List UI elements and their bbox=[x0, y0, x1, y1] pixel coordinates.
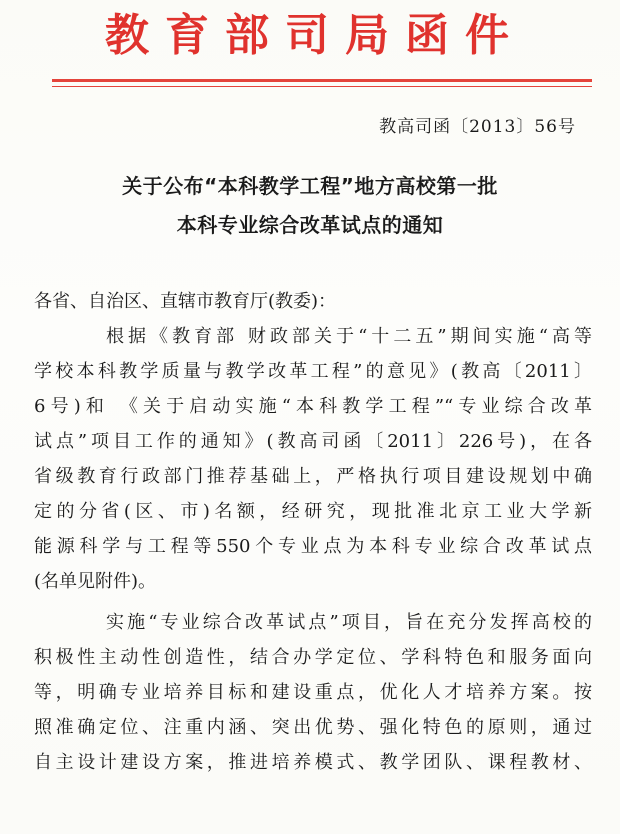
paragraph-line: 省级教育行政部门推荐基础上，严格执行项目建设规划中确 bbox=[34, 466, 592, 487]
salutation: 各省、自治区、直辖市教育厅(教委)： bbox=[34, 291, 337, 312]
paragraph-line: 能源科学与工程等550个专业点为本科专业综合改革试点 bbox=[34, 536, 592, 557]
letterhead-title: 教育部司局函件 bbox=[105, 10, 525, 61]
paragraph-line: 学校本科教学质量与教学改革工程”的意见》(教高〔2011〕 bbox=[34, 361, 592, 382]
paragraph-line: 6号)和 《关于启动实施“本科教学工程”“专业综合改革 bbox=[34, 396, 592, 417]
paragraph-line: 自主设计建设方案，推进培养模式、教学团队、课程教材、 bbox=[34, 752, 592, 773]
paragraph-line: 试点”项目工作的通知》(教高司函〔2011〕226号)，在各 bbox=[34, 431, 592, 452]
letterhead-rule-thin bbox=[52, 86, 592, 87]
paragraph-line: 根据《教育部 财政部关于“十二五”期间实施“高等 bbox=[106, 326, 592, 347]
paragraph-line: 积极性主动性创造性，结合办学定位、学科特色和服务面向 bbox=[34, 647, 592, 668]
paragraph-line: 等，明确专业培养目标和建设重点，优化人才培养方案。按 bbox=[34, 682, 592, 703]
paragraph-line: 实施“专业综合改革试点”项目，旨在充分发挥高校的 bbox=[106, 612, 592, 633]
document-title-line-1: 关于公布“本科教学工程”地方高校第一批 bbox=[122, 174, 498, 198]
document-number: 教高司函〔2013〕56号 bbox=[379, 117, 576, 137]
document-title-line-2: 本科专业综合改革试点的通知 bbox=[176, 213, 444, 237]
document-body bbox=[34, 284, 592, 780]
paragraph-1 bbox=[34, 319, 592, 599]
letterhead-rule-thick bbox=[52, 79, 592, 82]
paragraph-line: 定的分省(区、市)名额，经研究，现批准北京工业大学新 bbox=[34, 501, 592, 522]
paragraph-2 bbox=[34, 605, 592, 780]
paragraph-line: 照准确定位、注重内涵、突出优势、强化特色的原则，通过 bbox=[34, 717, 592, 738]
paragraph-line: (名单见附件)。 bbox=[34, 571, 157, 592]
